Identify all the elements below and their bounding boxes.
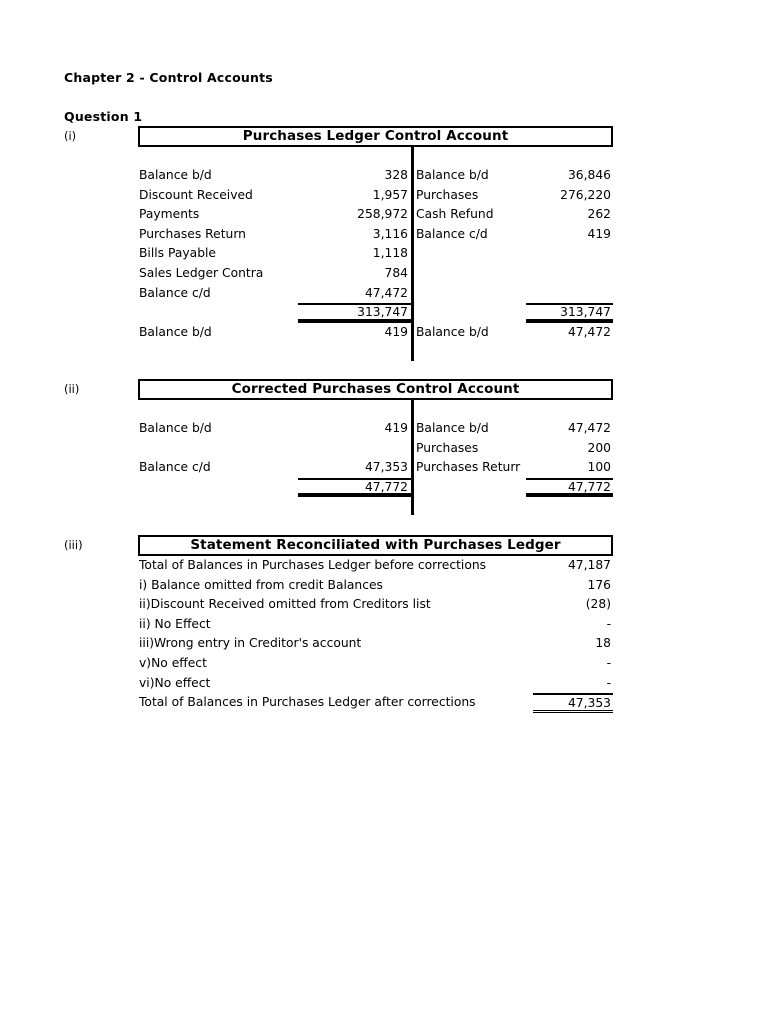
brought-down-credit-amount: 47,472 bbox=[567, 324, 611, 339]
table-row bbox=[138, 458, 613, 478]
t-account-divider-i bbox=[411, 147, 414, 361]
section-purchases-ledger-control-account bbox=[138, 126, 613, 342]
table-row bbox=[138, 166, 613, 186]
debit-label: Discount Received bbox=[139, 187, 253, 202]
statement-amount: 47,187 bbox=[567, 558, 611, 572]
debit-label: Purchases Return bbox=[139, 226, 246, 241]
total-credit-amount: 47,772 bbox=[526, 478, 613, 498]
debit-amount: 784 bbox=[384, 265, 408, 280]
list-item bbox=[138, 615, 613, 635]
brought-down-row-i bbox=[138, 323, 613, 343]
statement-label: i) Balance omitted from credit Balances bbox=[139, 577, 383, 592]
statement-label: vi)No effect bbox=[139, 675, 211, 690]
debit-label: Balance c/d bbox=[139, 460, 211, 475]
credit-label: Cash Refund bbox=[416, 207, 494, 222]
part-marker-ii: (ii) bbox=[64, 382, 80, 396]
list-item bbox=[138, 674, 613, 694]
total-debit-amount: 47,772 bbox=[298, 478, 411, 498]
section-corrected-purchases-control-account bbox=[138, 379, 613, 497]
debit-label: Balance b/d bbox=[139, 421, 212, 435]
debit-amount: 419 bbox=[384, 421, 408, 435]
account-title-ii: Corrected Purchases Control Account bbox=[138, 379, 613, 400]
credit-label: Balance b/d bbox=[416, 421, 489, 435]
debit-label: Balance c/d bbox=[139, 285, 211, 300]
total-debit-amount: 313,747 bbox=[298, 303, 411, 323]
credit-amount: 36,846 bbox=[567, 168, 611, 182]
question-heading: Question 1 bbox=[64, 109, 143, 124]
table-row bbox=[138, 439, 613, 459]
statement-label: ii) No Effect bbox=[139, 616, 211, 631]
list-item bbox=[138, 654, 613, 674]
brought-down-debit-amount: 419 bbox=[384, 324, 408, 339]
brought-down-debit-label: Balance b/d bbox=[139, 324, 212, 339]
part-marker-i: (i) bbox=[64, 129, 77, 143]
t-account-body-i bbox=[138, 147, 613, 342]
list-item bbox=[138, 595, 613, 615]
statement-label: ii)Discount Received omitted from Creditors list bbox=[139, 597, 431, 612]
total-credit-amount: 313,747 bbox=[526, 303, 613, 323]
table-row bbox=[138, 264, 613, 284]
statement-grand-total-row bbox=[138, 693, 613, 713]
credit-amount: 419 bbox=[587, 226, 611, 241]
account-title-i: Purchases Ledger Control Account bbox=[138, 126, 613, 147]
statement-amount: 176 bbox=[587, 577, 611, 592]
debit-label: Payments bbox=[139, 207, 200, 222]
brought-down-credit-label: Balance b/d bbox=[416, 324, 489, 339]
statement-amount: 18 bbox=[595, 636, 611, 651]
debit-amount: 1,118 bbox=[372, 246, 408, 261]
credit-amount: 262 bbox=[587, 207, 611, 222]
statement-label: Total of Balances in Purchases Ledger before corrections bbox=[139, 558, 487, 572]
page-title: Chapter 2 - Control Accounts bbox=[64, 70, 273, 85]
statement-amount: - bbox=[606, 655, 611, 670]
debit-label: Balance b/d bbox=[139, 168, 212, 182]
debit-amount: 328 bbox=[384, 168, 408, 182]
statement-amount: - bbox=[606, 616, 611, 631]
credit-label: Purchases Returr bbox=[416, 460, 521, 475]
account-title-iii: Statement Reconciliated with Purchases Ledger bbox=[138, 535, 613, 556]
table-row bbox=[138, 284, 613, 304]
part-marker-iii: (iii) bbox=[64, 538, 83, 552]
grand-total-amount: 47,353 bbox=[533, 693, 613, 713]
totals-row-i bbox=[138, 303, 613, 323]
statement-body bbox=[138, 556, 613, 713]
table-row bbox=[138, 225, 613, 245]
credit-label: Purchases bbox=[416, 187, 479, 202]
table-row bbox=[138, 419, 613, 439]
credit-label: Balance c/d bbox=[416, 226, 488, 241]
statement-label: iii)Wrong entry in Creditor's account bbox=[139, 636, 362, 651]
statement-amount: - bbox=[606, 675, 611, 690]
list-item bbox=[138, 576, 613, 596]
debit-amount: 47,472 bbox=[364, 285, 408, 300]
section-statement-reconciliation bbox=[138, 535, 613, 713]
credit-amount: 47,472 bbox=[567, 421, 611, 435]
table-row bbox=[138, 244, 613, 264]
list-item bbox=[138, 556, 613, 576]
credit-amount: 276,220 bbox=[560, 187, 611, 202]
credit-amount: 100 bbox=[587, 460, 611, 475]
table-row bbox=[138, 186, 613, 206]
totals-row-ii bbox=[138, 478, 613, 498]
list-item bbox=[138, 634, 613, 654]
credit-amount: 200 bbox=[587, 440, 611, 455]
debit-amount: 3,116 bbox=[372, 226, 408, 241]
credit-label: Balance b/d bbox=[416, 168, 489, 182]
grand-total-label: Total of Balances in Purchases Ledger after corrections bbox=[139, 695, 476, 710]
debit-label: Sales Ledger Contra bbox=[139, 265, 264, 280]
credit-label: Purchases bbox=[416, 440, 479, 455]
debit-amount: 1,957 bbox=[372, 187, 408, 202]
t-account-body-ii bbox=[138, 400, 613, 497]
debit-amount: 47,353 bbox=[364, 460, 408, 475]
t-account-divider-ii bbox=[411, 400, 414, 515]
statement-label: v)No effect bbox=[139, 655, 207, 670]
debit-amount: 258,972 bbox=[357, 207, 408, 222]
table-row bbox=[138, 205, 613, 225]
debit-label: Bills Payable bbox=[139, 246, 216, 261]
statement-amount: (28) bbox=[585, 597, 611, 612]
